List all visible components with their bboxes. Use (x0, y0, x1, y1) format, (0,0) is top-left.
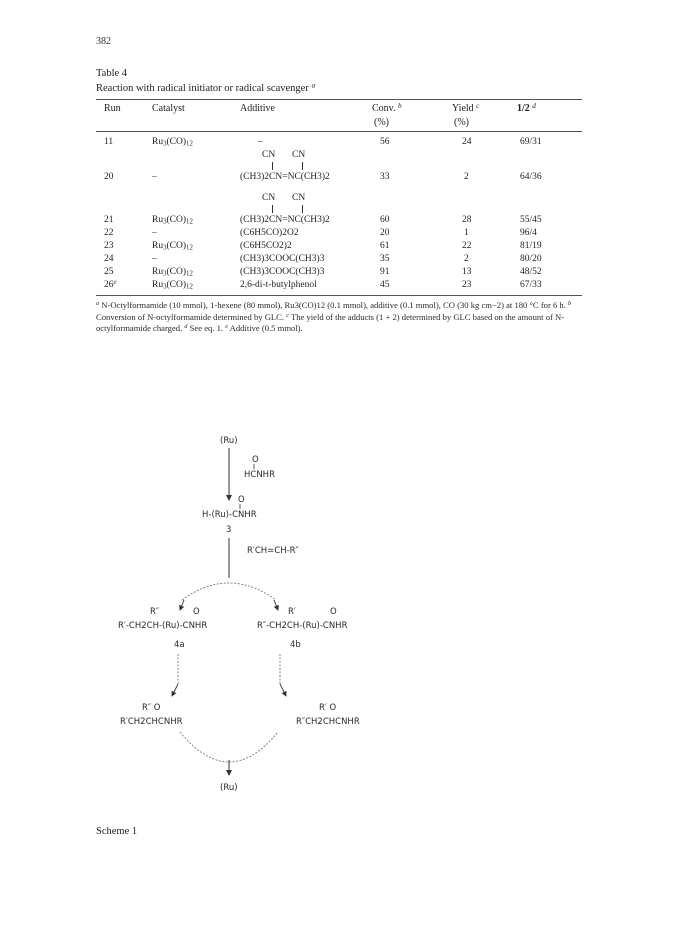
footnote-e: Additive (0.5 mmol). (229, 323, 303, 333)
cell-conv: 35 (380, 254, 390, 264)
cell-additive: (C6H5CO2)2 (240, 241, 292, 251)
reagent-formula: HCNHR (244, 470, 275, 480)
left-product-substituents: R″ O (142, 703, 161, 713)
cell-ratio: 80/20 (520, 254, 542, 264)
catalyst-sub2: 12 (186, 218, 193, 226)
catalytic-cycle-lower (180, 732, 278, 762)
cell-ratio: 96/4 (520, 228, 537, 238)
cell-catalyst: – (152, 172, 157, 182)
cell-additive: (CH3)2CN=NC(CH3)2 (240, 215, 330, 225)
left-product-arrow (172, 684, 178, 696)
header-conv-mark: b (398, 101, 402, 110)
header-catalyst: Catalyst (152, 103, 185, 114)
cn-label: CN (292, 150, 306, 160)
run-number: 26 (104, 280, 114, 290)
catalyst-sub: 3 (163, 140, 167, 148)
cell-conv: 61 (380, 241, 390, 251)
catalyst-ligand: (CO) (166, 215, 187, 225)
cell-yield: 1 (464, 228, 469, 238)
cell-run: 20 (104, 172, 114, 182)
cn-label: CN (262, 150, 276, 160)
catalyst-ligand: (CO) (166, 137, 187, 147)
catalytic-cycle-upper (182, 583, 276, 600)
catalyst-sub: 3 (163, 283, 167, 291)
table-number: Table 4 (96, 68, 128, 79)
catalyst-ligand: (CO) (166, 280, 187, 290)
catalyst-metal: Ru (152, 280, 164, 290)
cn-label: CN (292, 193, 306, 203)
cell-additive: 2,6-di-t-butylphenol (240, 280, 317, 290)
cell-conv: 91 (380, 267, 390, 277)
cell-additive: (CH3)2CN=NC(CH3)2 (240, 172, 330, 182)
cell-yield: 2 (464, 172, 469, 182)
cell-ratio: 55/45 (520, 215, 542, 225)
catalyst-metal: Ru (152, 137, 164, 147)
catalyst-ligand: (CO) (166, 267, 187, 277)
reagent-oxygen: O (252, 455, 259, 465)
cell-ratio: 48/52 (520, 267, 542, 277)
intermediate-formula: H-(Ru)-CNHR (202, 510, 257, 520)
catalyst-sub2: 12 (186, 270, 193, 278)
cell-yield: 13 (462, 267, 472, 277)
header-ratio-label: 1/2 (517, 103, 530, 114)
catalyst-metal: Ru (152, 241, 164, 251)
cell-run: 23 (104, 241, 114, 251)
cell-ratio: 69/31 (520, 137, 542, 147)
header-ratio-mark: d (532, 101, 536, 110)
left-complex-substituent: R″ (150, 607, 160, 617)
cell-yield: 23 (462, 280, 472, 290)
left-complex-oxygen: O (193, 607, 200, 617)
right-complex-oxygen: O (330, 607, 337, 617)
right-product-formula: R″CH2CHCNHR (296, 717, 360, 727)
footnote-d: See eq. 1. (189, 323, 224, 333)
cell-conv: 45 (380, 280, 390, 290)
right-complex-substituent: R′ (288, 607, 296, 617)
cell-run: 25 (104, 267, 114, 277)
right-complex-number: 4b (290, 640, 301, 650)
table-caption-text: Reaction with radical initiator or radical scavenger (96, 83, 309, 94)
caption-footnote-mark: a (311, 80, 316, 90)
header-yield-label: Yield (452, 103, 474, 114)
cell-yield: 22 (462, 241, 472, 251)
header-conv-unit: (%) (374, 117, 389, 128)
cell-run: 11 (104, 137, 114, 147)
intermediate-number: 3 (226, 525, 232, 535)
table-footnotes: $^a$ N-Octylformamide (10 mmol), 1-hexene (80 mmol), Ru3(CO)12 (0.1 mmol), additive (0.1 mmol), CO (30 kg cm−2) at 180 °C for 6 h. $^b$ Conversion of N-octylformamide determined by GLC. $^c$ The yield of the adducts (1 + 2) determined by GLC based on the amount of N-octylformamide charged. $^d$ See eq. 1. $^e$ Additive (0.5 mmol). (96, 300, 572, 333)
left-complex-number: 4a (174, 640, 185, 650)
left-complex-formula: R′-CH2CH-(Ru)-CNHR (118, 621, 208, 631)
cell-additive: – (258, 137, 263, 147)
catalyst-sub: 3 (163, 270, 167, 278)
footnote-a: N-Octylformamide (10 mmol), 1-hexene (80 mmol), Ru3(CO)12 (0.1 mmol), additive (0.1 mmol), CO (30 kg cm−2) at 180 °C for 6 h. (101, 300, 566, 310)
cn-label: CN (262, 193, 276, 203)
olefin-reagent: R′CH=CH-R″ (247, 546, 299, 556)
header-yield-unit: (%) (454, 117, 469, 128)
cell-additive: (C6H5CO)2O2 (240, 228, 299, 238)
scheme-label: Scheme 1 (96, 826, 138, 837)
catalyst-sub2: 12 (186, 244, 193, 252)
right-product-arrow (280, 684, 286, 696)
cell-conv: 33 (380, 172, 390, 182)
cell-additive: (CH3)3COOC(CH3)3 (240, 254, 325, 264)
header-run: Run (104, 103, 121, 114)
right-product-substituents: R′ O (319, 703, 337, 713)
header-yield-mark: c (476, 101, 480, 110)
cell-ratio: 81/19 (520, 241, 542, 251)
split-arrow-right (274, 600, 278, 610)
intermediate-oxygen: O (238, 495, 245, 505)
split-arrow-left (180, 600, 184, 610)
catalyst-ligand: (CO) (166, 241, 187, 251)
cell-conv: 20 (380, 228, 390, 238)
catalyst-sub: 3 (163, 218, 167, 226)
cell-run: 22 (104, 228, 114, 238)
header-additive: Additive (240, 103, 275, 114)
cell-yield: 24 (462, 137, 472, 147)
run-footnote-mark: e (113, 278, 117, 286)
cell-conv: 56 (380, 137, 390, 147)
catalyst-sub2: 12 (186, 140, 193, 148)
right-complex-formula: R″-CH2CH-(Ru)-CNHR (257, 621, 348, 631)
catalyst-sub: 3 (163, 244, 167, 252)
cell-additive: (CH3)3COOC(CH3)3 (240, 267, 325, 277)
header-conv-label: Conv. (372, 103, 396, 114)
catalyst-metal: Ru (152, 267, 164, 277)
cell-run: 21 (104, 215, 114, 225)
cell-catalyst: – (152, 228, 157, 238)
footnote-b: Conversion of N-octylformamide determined by GLC. (96, 311, 285, 322)
cell-ratio: 67/33 (520, 280, 542, 290)
cell-run: 24 (104, 254, 114, 264)
catalyst-sub2: 12 (186, 283, 193, 291)
footnote-c: The yield of the adducts (1 + 2) determined by GLC based on the amount of N-octylformamide charged. (96, 311, 565, 333)
catalyst-metal: Ru (152, 215, 164, 225)
page-number: 382 (96, 36, 111, 47)
cell-ratio: 64/36 (520, 172, 542, 182)
ru-top-label: (Ru) (220, 436, 238, 446)
ru-bottom-label: (Ru) (220, 783, 238, 793)
left-product-formula: R′CH2CHCNHR (120, 717, 183, 727)
cell-conv: 60 (380, 215, 390, 225)
cell-yield: 28 (462, 215, 472, 225)
cell-catalyst: – (152, 254, 157, 264)
cell-yield: 2 (464, 254, 469, 264)
